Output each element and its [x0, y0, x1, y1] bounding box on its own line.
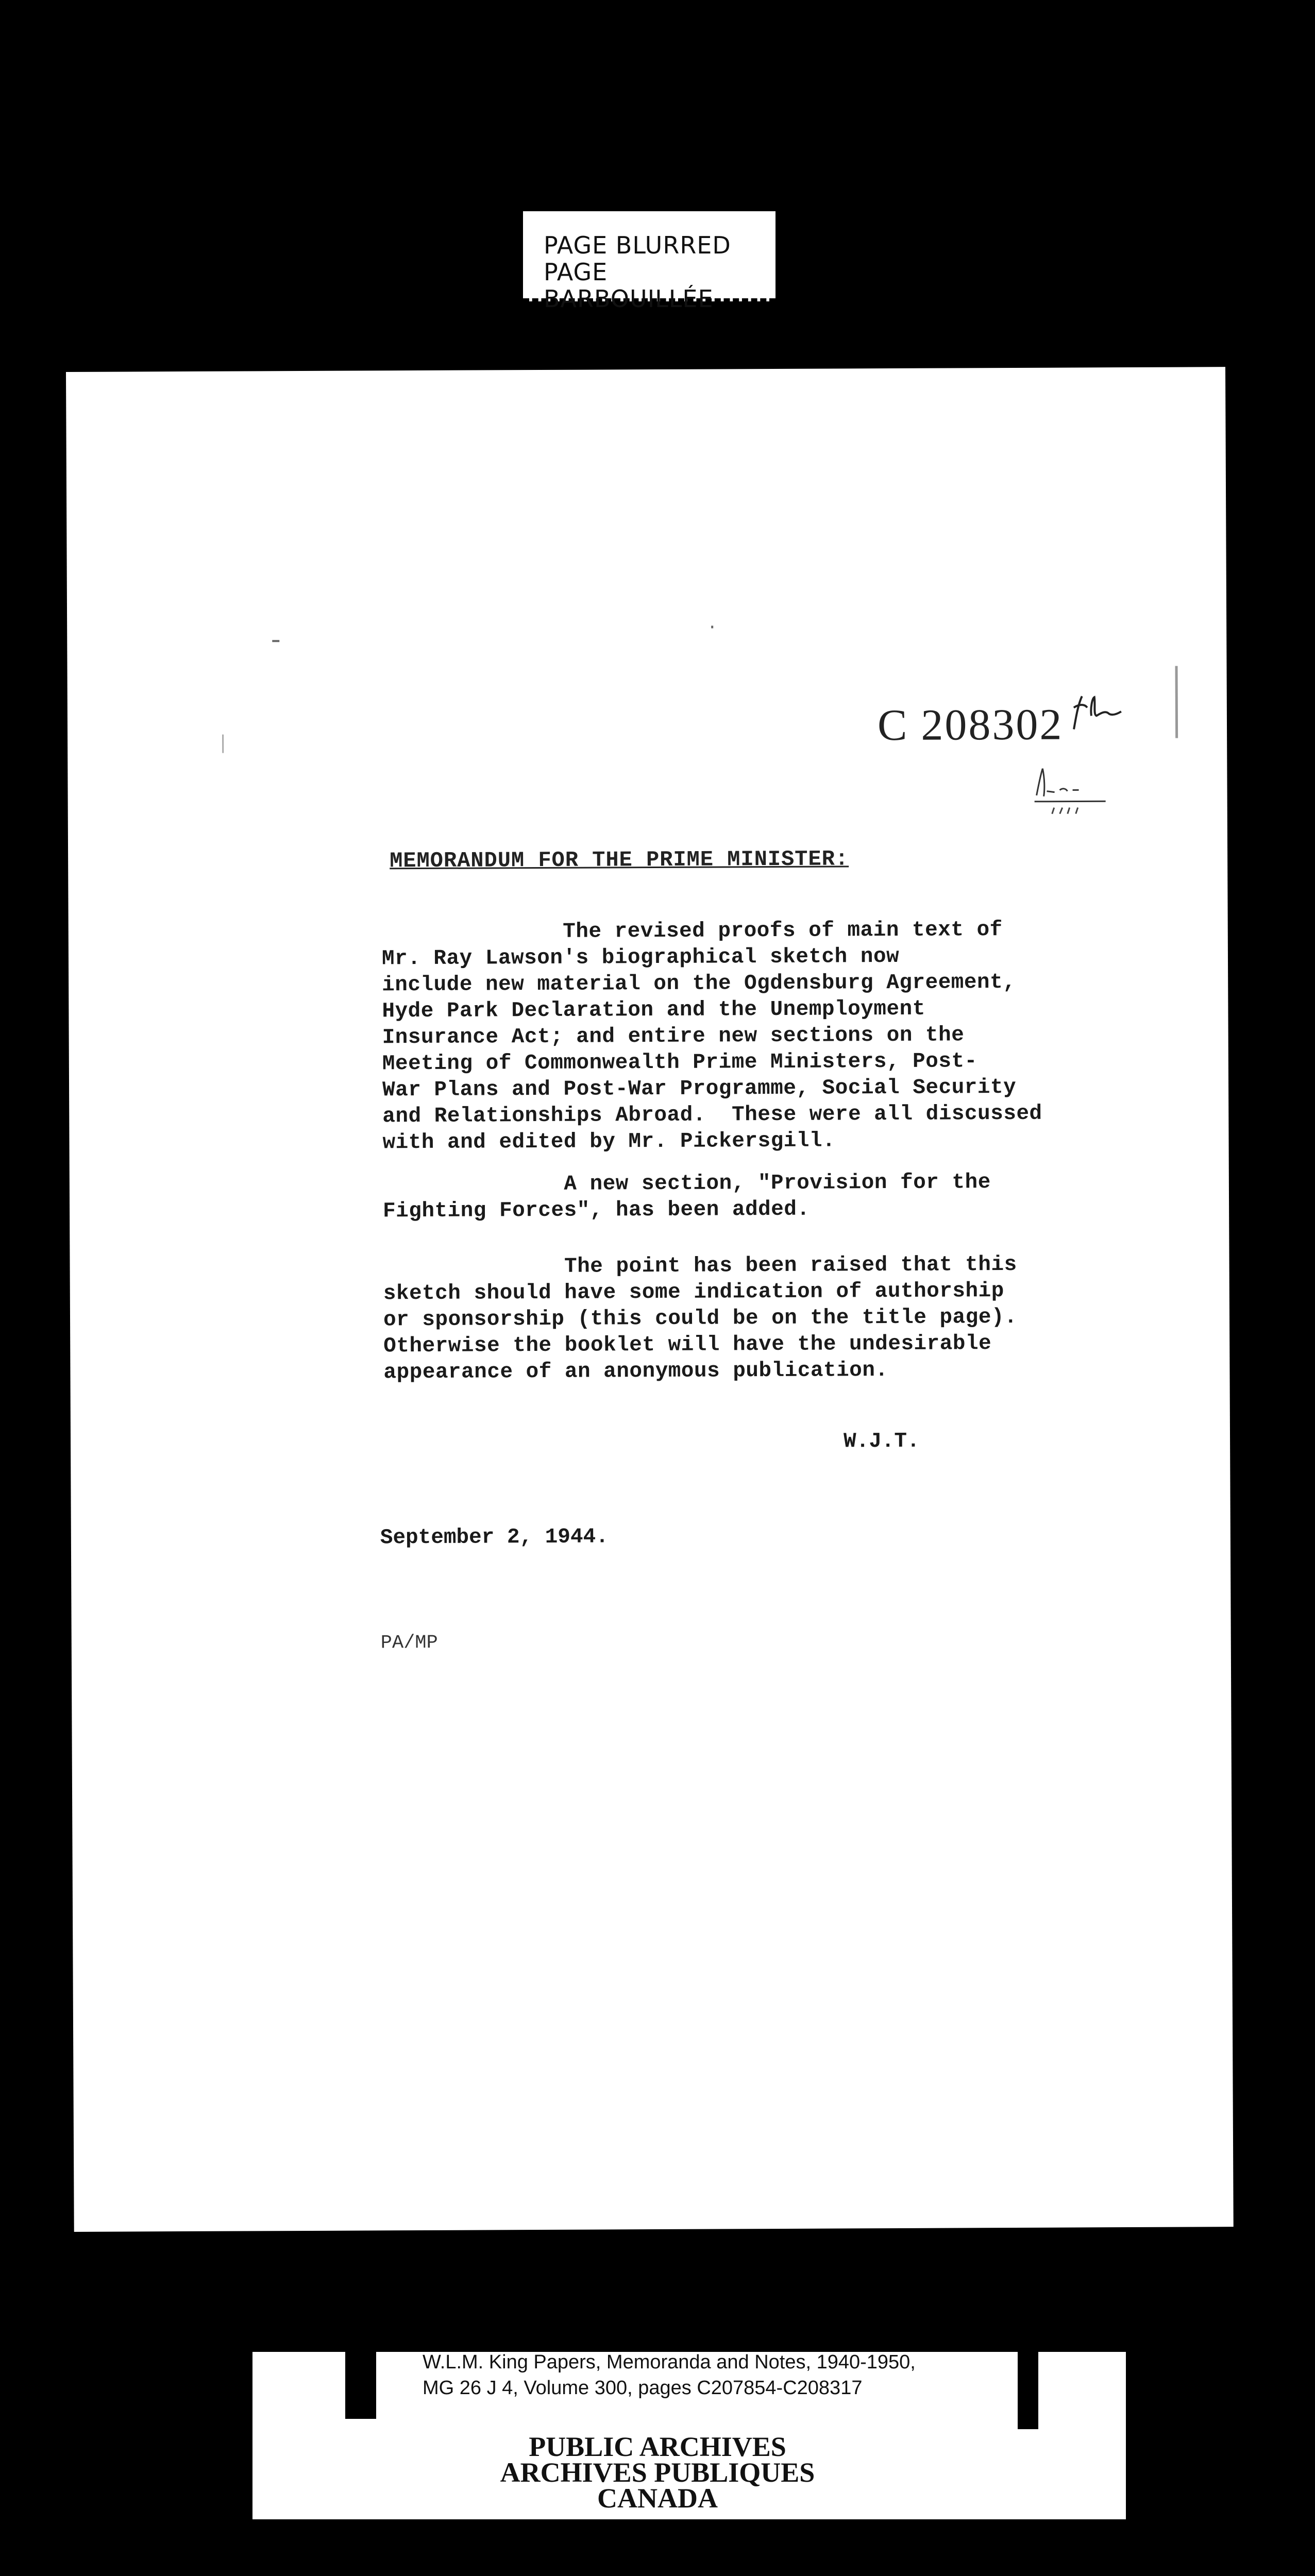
memo-heading: MEMORANDUM FOR THE PRIME MINISTER:: [390, 846, 849, 874]
archives-line-french: ARCHIVES PUBLIQUES: [500, 2457, 815, 2488]
archives-line-country: CANADA: [597, 2483, 718, 2514]
memo-reference: PA/MP: [380, 1632, 438, 1654]
caption-line-2: MG 26 J 4, Volume 300, pages C207854-C208317: [423, 2377, 863, 2399]
notice-line-french: PAGE BARBOUILLÉE: [544, 258, 714, 313]
archive-prefix: C: [877, 700, 909, 750]
scan-speck: [711, 626, 713, 629]
memo-date: September 2, 1944.: [380, 1525, 609, 1550]
page-blurred-notice: [523, 211, 775, 313]
scan-edge-mark: [1175, 666, 1178, 738]
memo-paragraph-2: A new section, "Provision for the Fighting Forces", has been added.: [382, 1171, 991, 1224]
handwritten-initials-icon: [1065, 692, 1132, 734]
caption-line-1: W.L.M. King Papers, Memoranda and Notes, 1940-1950,: [423, 2351, 916, 2373]
card-mounting-tab: [345, 2339, 376, 2419]
archive-number-value: 208302: [921, 699, 1064, 750]
notice-line-english: PAGE BLURRED: [544, 231, 731, 259]
handwritten-date-icon: [1031, 764, 1108, 821]
memo-paragraph-1: The revised proofs of main text of Mr. Ray Lawson's biographical sketch now include new material on the Ogdensburg Agreement, Hyde Park Declaration and the Unemployment Insurance Act; and entire new sections on the Meeting of Commonwealth Prime Ministers, Post- War Plans and Post-War Programme, Social Security and Relationships Abroad. These were all discussed with and edited by Mr. Pickersgill.: [381, 918, 1042, 1155]
archives-line-english: PUBLIC ARCHIVES: [529, 2431, 786, 2462]
memo-signoff-initials: W.J.T.: [843, 1429, 920, 1454]
memo-page: [66, 367, 1234, 2232]
archive-number: [878, 699, 1064, 751]
scan-speck: [272, 640, 279, 642]
memo-paragraph-3: The point has been raised that this sketch should have some indication of authorship or sponsorship (this could be on the title page). Otherwise the booklet will have the undesirable appearance of an anonymous publication.: [383, 1252, 1018, 1385]
collection-caption: [423, 2349, 1015, 2401]
scan-speck: [222, 735, 224, 753]
card-mounting-tab: [1018, 2339, 1038, 2429]
